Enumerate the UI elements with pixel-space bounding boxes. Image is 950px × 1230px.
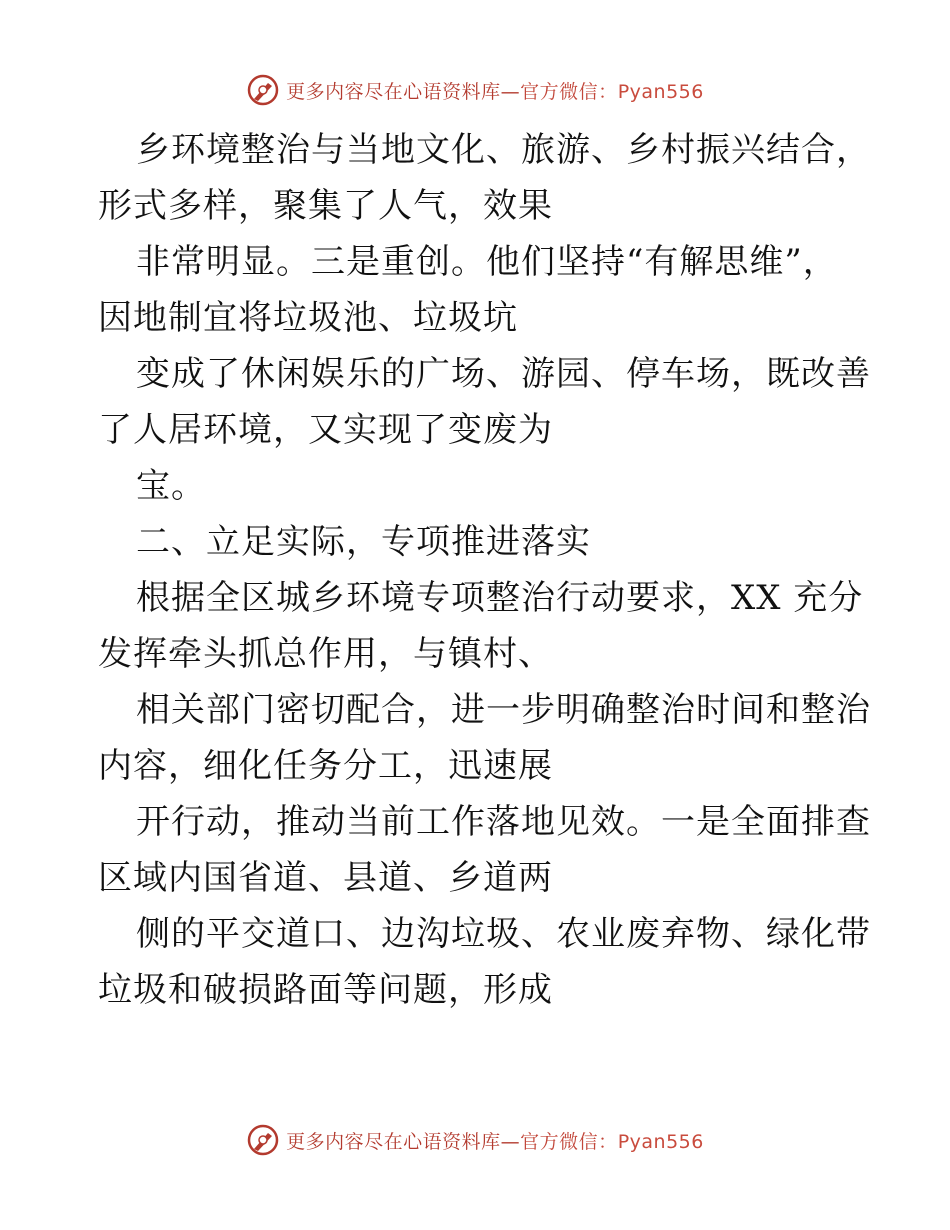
pen-circle-icon xyxy=(246,73,280,107)
pen-circle-icon xyxy=(246,1123,280,1157)
paragraph: 开行动，推动当前工作落地见效。一是全面排查 区域内国省道、县道、乡道两 xyxy=(98,802,871,898)
paragraph: 根据全区城乡环境专项整治行动要求，XX 充分 发挥牵头抓总作用，与镇村、 xyxy=(98,578,864,674)
paragraph: 相关部门密切配合，进一步明确整治时间和整治 内容，细化任务分工，迅速展 xyxy=(98,690,871,786)
paragraph: 非常明显。三是重创。他们坚持“有解思维”， 因地制宜将垃圾池、垃圾坑 xyxy=(98,242,838,338)
section-heading: 二、立足实际，专项推进落实 xyxy=(136,522,591,562)
footer-watermark xyxy=(0,1120,950,1160)
paragraph: 变成了休闲娱乐的广场、游园、停车场，既改善 了人居环境，又实现了变废为 xyxy=(98,354,871,450)
document-body xyxy=(98,122,871,1018)
watermark-text: 更多内容尽在心语资料库—官方微信：Pyan556 xyxy=(286,80,704,103)
paragraph: 侧的平交道口、边沟垃圾、农业废弃物、绿化带 垃圾和破损路面等问题，形成 xyxy=(98,914,871,1010)
paragraph: 乡环境整治与当地文化、旅游、乡村振兴结合， 形式多样，聚集了人气，效果 xyxy=(98,130,871,226)
header-watermark xyxy=(0,70,950,110)
paragraph: 宝。 xyxy=(136,466,206,506)
watermark-text: 更多内容尽在心语资料库—官方微信：Pyan556 xyxy=(286,1130,704,1153)
